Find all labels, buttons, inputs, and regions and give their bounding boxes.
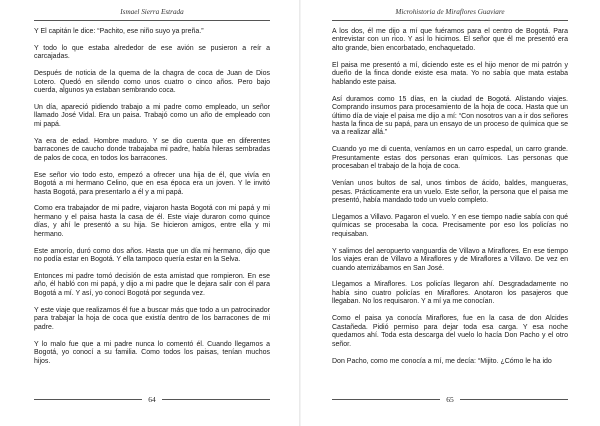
right-page-header: Microhistoria de Miraflores Guaviare — [395, 8, 505, 16]
paragraph: Este amorío, duró como dos años. Hasta que un día mi hermano, dijo que no podía estar en Bogotá. Y ella tampoco quería estar en la Selva. — [34, 247, 270, 264]
left-page-body — [34, 28, 270, 390]
paragraph: Y El capitán le dice: “Pachito, ese niño suyo ya preña.” — [34, 28, 204, 35]
right-page-footer — [332, 394, 568, 404]
right-page-body — [332, 28, 568, 390]
left-page-footer — [34, 394, 270, 404]
paragraph: Y lo malo fue que a mi padre nunca lo comentó él. Cuando llegamos a Bogotá, yo conocí a su familia. Como todos los paisas, tenían muchos hijos. — [34, 340, 270, 365]
paragraph: Como era trabajador de mi padre, viajaron hasta Bogotá con mi papá y mi hermano y el paisa hasta la casa de él. Este viaje duraron como quince días, y ahí le presentó a su hija. Se hicieron amigos, entre ella y mi hermano. — [34, 205, 270, 238]
paragraph: Después de noticia de la quema de la chagra de coca de Juan de Dios Lotero. Quedó en silendo como unos cuatro o cinco años. Pero bajo cuerda, algunos ya estaban sembrando coca. — [34, 70, 270, 95]
paragraph: Ese señor vio todo esto, empezó a ofrecer una hija de él, que vivía en Bogotá a mi hermano Celino, que en esa época era un joven. Y le invitó hasta Bogotá, para presentarlo a él y a mi papá. — [34, 171, 270, 196]
paragraph: Y este viaje que realizamos él fue a buscar más que todo a un patrocinador para trabajar la hoja de coca que existía dentro de los barracones de mi padre. — [34, 306, 270, 331]
left-page-header: Ismael Sierra Estrada — [120, 8, 184, 16]
paragraph: Llegamos a Villavo. Pagaron el vuelo. Y en ese tiempo nadie sabía con qué químicas se procesaba la coca. Precisamente por eso los policías no requisaban. — [332, 213, 568, 238]
paragraph: Como el paisa ya conocía Miraflores, fue en la casa de don Alcides Castañeda. Pidió permiso para dejar toda esa carga. Y esa noche quedamos ahí. Toda esta descarga del vuelo lo hacía Don Pacho y el otro señor. — [332, 315, 568, 348]
page-number: 65 — [446, 394, 454, 404]
footer-rule — [34, 399, 142, 400]
right-header-rule — [332, 20, 568, 21]
footer-rule — [332, 399, 440, 400]
paragraph: Así duramos como 15 días, en la ciudad de Bogotá. Alistando viajes. Comprando insumos para procesamiento de la hoja de coca. Hasta que un último día de viaje el paisa me dijo a mí: “Con nosotros van a ir dos señores hasta la finca de su papá, para un ensayo de un proceso de química que se va a realizar allá.” — [332, 95, 568, 137]
paragraph: Don Pacho, como me conocía a mí, me decía: “Mijito. ¿Cómo le ha ido — [332, 357, 552, 365]
paragraph: Venían unos bultos de sal, unos timbos de ácido, baldes, mangueras, pesas. Prácticamente era un vuelo. Este señor, la persona que el paisa me presentó, había mandado todo un vuelo completo. — [332, 180, 568, 204]
page-number: 64 — [148, 394, 156, 404]
paragraph: A los dos, él me dijo a mí que fuéramos para el centro de Bogotá. Para entrevistar con un rico. Y así lo hicimos. El señor que él me presentó era alto grande, bien encorbatado, enchaquetado. — [332, 28, 568, 52]
paragraph: Ya era de edad. Hombre maduro. Y se dio cuenta que en diferentes barracones de caucho donde trabajaba mi padre, había hileras sembradas de palos de coca, en todos los barracones. — [34, 137, 270, 162]
left-header-rule — [34, 20, 270, 21]
paragraph: Llegamos a Miraflores. Los policías llegaron ahí. Desgradadamente no había sino cuatro policías en Miraflores. Anotaron los pasajeros que llegaban. No los requisaron. Y a mí ya me conocían. — [332, 281, 568, 306]
paragraph: Y salimos del aeropuerto vanguardia de Villavo a Miraflores. En ese tiempo los viajes eran de Villavo a Miraflores y de Miraflores a Villavo. De vez en cuando aterrizábamos en San José. — [332, 247, 568, 272]
footer-rule — [460, 399, 568, 400]
footer-rule — [162, 399, 270, 400]
paragraph: Y todo lo que estaba alrededor de ese avión se pusieron a reír a carcajadas. — [34, 44, 270, 61]
paragraph: El paisa me presentó a mí, diciendo este es el hijo menor de mi patrón y dueño de la finca donde existe esa mata. Yo no sabía que mata estaba hablando este paisa. — [332, 61, 568, 86]
paragraph: Un día, apareció pidiendo trabajo a mi padre como empleado, un señor llamado José Vidal. Era un paisa. Trabajó como un año de empleado con mi papá. — [34, 104, 270, 128]
right-page — [300, 0, 600, 426]
paragraph: Cuando yo me di cuenta, veníamos en un carro espedal, un carro grande. Presuntamente estas dos personas eran químicos. Las personas que procesaban el trabajo de la hoja de coca. — [332, 146, 568, 171]
paragraph: Entonces mi padre tomó decisión de esta amistad que rompieron. En ese año, él habló con mi papá, y dijo a mi padre que le dejara salir con él para Bogotá a mí. Y así, yo conocí Bogotá por segunda vez. — [34, 273, 270, 297]
